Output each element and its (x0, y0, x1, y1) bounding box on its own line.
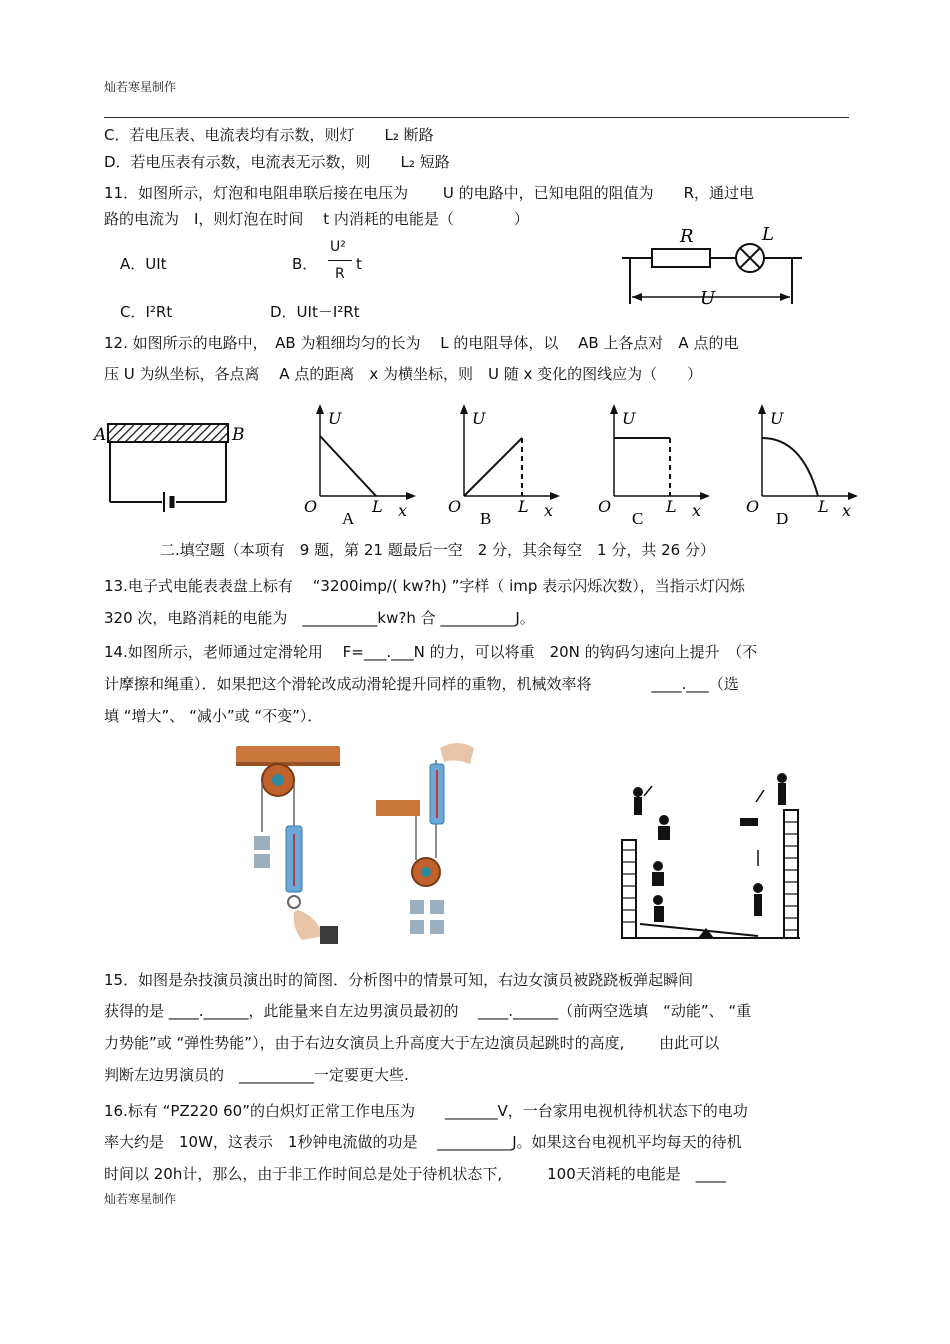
graph-c-origin: O (598, 497, 612, 516)
q14-line-3: 填 “增大”、 “减小”或 “不变”）． (104, 707, 323, 725)
q10-option-d: D．若电压表有示数，电流表无示数，则 L₂ 短路 (104, 153, 450, 171)
q15-line-3: 力势能”或 “弹性势能”），由于右边女演员上升高度大于左边演员起跳时的高度, 由此可以 (104, 1034, 720, 1052)
q11-line-1: 11．如图所示，灯泡和电阻串联后接在电压为 U 的电路中，已知电阻的阻值为 R，通过电 (104, 184, 755, 202)
lamp-label: L (762, 224, 774, 245)
graph-c-x-label: x (692, 501, 702, 520)
graph-a-x-label: x (398, 501, 408, 520)
q11-circuit-figure (612, 222, 812, 310)
graph-c-caption: C (632, 509, 644, 528)
graph-c-l-mark: L (666, 497, 677, 516)
q11-option-b-label: B． (292, 255, 318, 273)
graph-d-x-label: x (842, 501, 852, 520)
graph-c-y-label: U (622, 409, 636, 428)
q12-line-2: 压 U 为纵坐标，各点离 A 点的距离 x 为横坐标，则 U 随 x 变化的图线应为（ ） (104, 365, 703, 383)
footer-watermark: 灿若寒星制作 (104, 1192, 177, 1206)
q14-line-2: 计摩擦和绳重）．如果把这个滑轮改成动滑轮提升同样的重物，机械效率将 ____.___（选 (104, 675, 739, 693)
graph-a-l-mark: L (372, 497, 383, 516)
resistor-label: R (680, 226, 694, 247)
movable-pulley-figure (370, 740, 480, 948)
graph-b-y-label: U (472, 409, 486, 428)
graph-d-origin: O (746, 497, 760, 516)
wire-end-b: B (232, 425, 245, 445)
graph-b-caption: B (480, 509, 492, 528)
graph-b-x-label: x (544, 501, 554, 520)
q11-option-d: D．UIt－I²Rt (270, 303, 360, 321)
graph-d-l-mark: L (818, 497, 829, 516)
q11-option-c: C．I²Rt (120, 303, 173, 321)
graph-a-y-label: U (328, 409, 342, 428)
q11-option-b-numerator: U² (330, 239, 346, 255)
graph-a-caption: A (342, 509, 355, 528)
graph-c (598, 404, 710, 528)
q13-line-2: 320 次，电路消耗的电能为 __________kw?h 合 __________J。 (104, 609, 535, 627)
graph-b-origin: O (448, 497, 462, 516)
q12-line-1: 12. 如图所示的电路中， AB 为粗细均匀的长为 L 的电阻导体，以 AB 上各点对 A 点的电 (104, 334, 739, 352)
graph-a-origin: O (304, 497, 318, 516)
graph-d-caption: D (776, 509, 789, 528)
q16-line-3: 时间以 20h计，那么，由于非工作时间总是处于待机状态下, 100天消耗的电能是 ____ (104, 1165, 726, 1183)
q11-line-2: 路的电流为 I，则灯泡在时间 t 内消耗的电能是（ ） (104, 210, 529, 228)
fixed-pulley-figure (232, 740, 342, 948)
q11-option-b-denominator: R (335, 266, 345, 282)
graph-b-l-mark: L (518, 497, 529, 516)
q10-option-c: C．若电压表、电流表均有示数，则灯 L₂ 断路 (104, 126, 434, 144)
graph-d-y-label: U (770, 409, 784, 428)
q14-line-1: 14.如图所示，老师通过定滑轮用 F=___.___N 的力，可以将重 20N 的钩码匀速向上提升 （不 (104, 643, 758, 661)
q11-option-b-suffix: t (356, 255, 362, 273)
q11-option-a: A．UIt (120, 255, 167, 273)
section-2-heading: 二.填空题（本项有 9 题，第 21 题最后一空 2 分，其余每空 1 分，共 26 分） (160, 541, 715, 559)
q15-line-4: 判断左边男演员的 __________一定要更大些. (104, 1066, 409, 1084)
q16-line-2: 率大约是 10W，这表示 1秒钟电流做的功是 __________J。如果这台电视机平均每天的待机 (104, 1133, 742, 1151)
q11-option-b-fraction-bar (328, 260, 352, 261)
q13-line-1: 13.电子式电能表表盘上标有 “3200imp/( kw?h) ”字样（ imp 表示闪烁次数），当指示灯闪烁 (104, 577, 745, 595)
voltage-label: U (700, 288, 716, 309)
q12-figures (92, 398, 862, 530)
graph-d (746, 404, 858, 528)
graph-a (304, 404, 416, 528)
header-rule (104, 117, 849, 118)
header-watermark: 灿若寒星制作 (104, 80, 177, 94)
q12-circuit (92, 424, 245, 512)
acrobat-seesaw-figure (618, 770, 802, 942)
wire-end-a: A (94, 425, 107, 445)
graph-b (448, 404, 560, 528)
q15-line-2: 获得的是 ____.______，此能量来自左边男演员最初的 ____.______（前两空选填 “动能”、 “重 (104, 1002, 752, 1020)
q15-line-1: 15．如图是杂技演员演出时的简图．分析图中的情景可知，右边女演员被跷跷板弹起瞬间 (104, 971, 694, 989)
q16-line-1: 16.标有 “PZ220 60”的白炽灯正常工作电压为 _______V，一台家用电视机待机状态下的电功 (104, 1102, 748, 1120)
